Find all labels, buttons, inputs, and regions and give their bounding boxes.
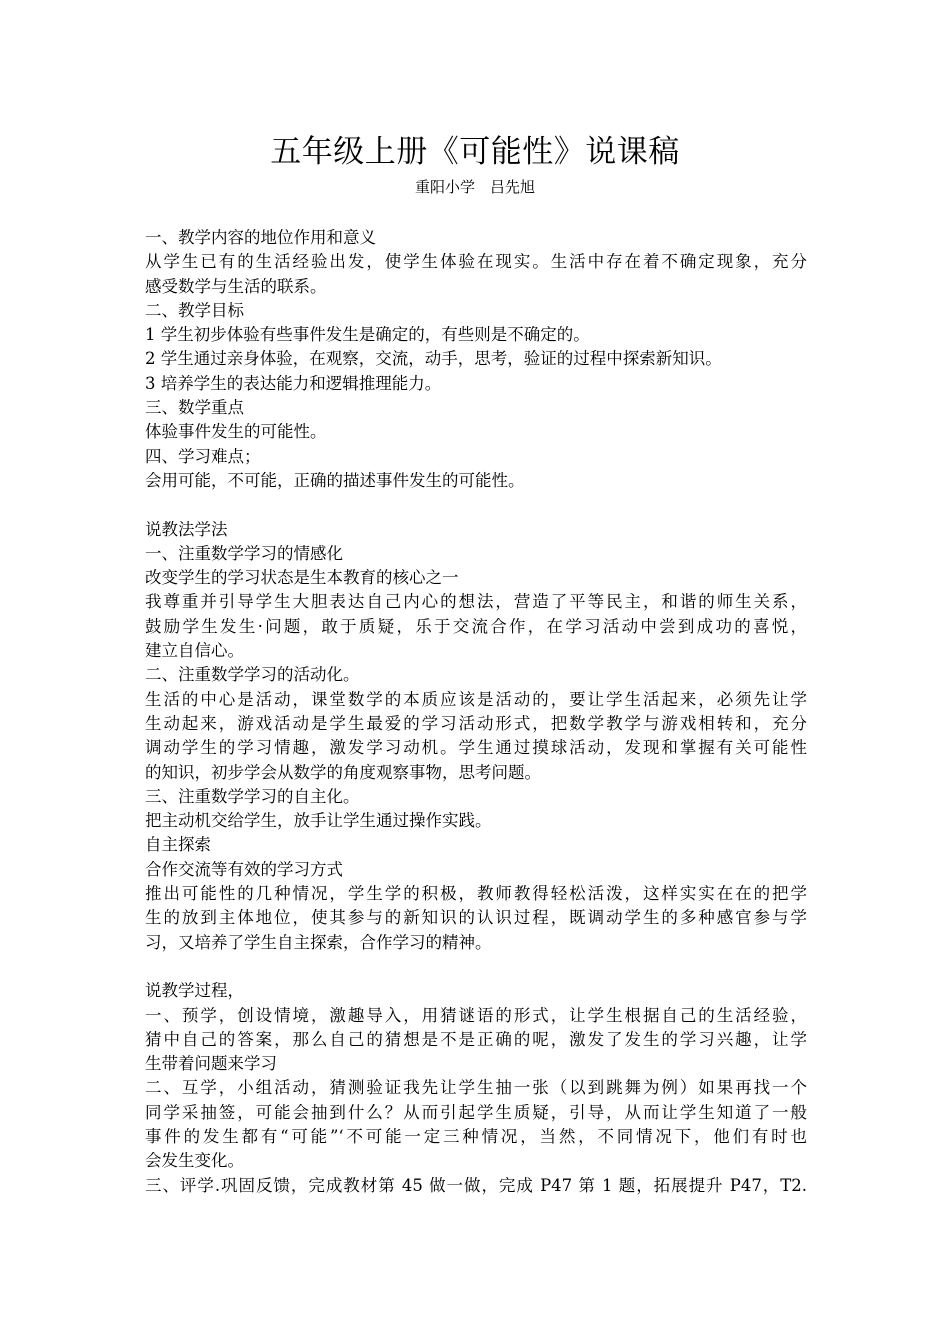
blank-line bbox=[145, 955, 807, 979]
text-line: 事件的发生都有“可能”‘不可能一定三种情况，当然，不同情况下，他们有时也 bbox=[145, 1126, 807, 1146]
text-line: 一、教学内容的地位作用和意义 bbox=[145, 228, 376, 247]
text-line: 建立自信心。 bbox=[145, 641, 244, 661]
text-line: 2 学生通过亲身体验，在观察，交流，动手，思考，验证的过程中探索新知识。 bbox=[145, 349, 722, 369]
text-line: 一、注重数学学习的情感化 bbox=[145, 543, 343, 563]
text-line: 三、数学重点 bbox=[145, 398, 244, 418]
text-line: 改变学生的学习状态是生本教育的核心之一 bbox=[145, 568, 459, 588]
text-line: 同学采抽签，可能会抽到什么？从而引起学生质疑，引导，从而让学生知道了一般 bbox=[145, 1102, 807, 1122]
text-line: 三、注重数学学习的自主化。 bbox=[145, 786, 360, 806]
text-line: 1 学生初步体验有些事件发生是确定的，有些则是不确定的。 bbox=[145, 325, 590, 345]
text-line: 体验事件发生的可能性。 bbox=[145, 422, 327, 442]
text-line: 生的放到主体地位，使其参与的新知识的认识过程，既调动学生的多种感官参与学 bbox=[145, 908, 807, 928]
text-line: 二、注重数学学习的活动化。 bbox=[145, 665, 360, 685]
text-line: 从学生已有的生活经验出发，使学生体验在现实。生活中存在着不确定现象，充分 bbox=[145, 252, 807, 272]
document-author: 重阳小学 吕先旭 bbox=[414, 178, 535, 196]
text-line: 生带着问题来学习 bbox=[145, 1054, 277, 1074]
text-line: 三、评学.巩固反馈，完成教材第 45 做一做，完成 P47 第 1 题，拓展提升 P47，T2. bbox=[145, 1175, 807, 1195]
text-line: 二、教学目标 bbox=[145, 300, 244, 320]
text-line: 鼓励学生发生·问题，敢于质疑，乐于交流合作，在学习活动中尝到成功的喜悦， bbox=[145, 616, 807, 636]
document-body bbox=[145, 226, 807, 1198]
text-line: 调动学生的学习情趣，激发学习动机。学生通过摸球活动，发现和掌握有关可能性 bbox=[145, 738, 807, 758]
text-line: 的知识，初步学会从数学的角度观察事物，思考问题。 bbox=[145, 762, 541, 782]
text-line: 推出可能性的几种情况，学生学的积极，教师教得轻松活泼，这样实实在在的把学 bbox=[145, 884, 807, 904]
text-line: 会用可能，不可能，正确的描述事件发生的可能性。 bbox=[145, 470, 525, 490]
text-line: 感受数学与生活的联系。 bbox=[145, 276, 327, 296]
text-line: 合作交流等有效的学习方式 bbox=[145, 859, 343, 879]
text-line: 说教学过程， bbox=[145, 981, 244, 1001]
text-line: 生活的中心是活动，课堂数学的本质应该是活动的，要让学生活起来，必须先让学 bbox=[145, 689, 807, 709]
text-line: 二、互学，小组活动，猜测验证我先让学生抽一张（以到跳舞为例）如果再找一个 bbox=[145, 1078, 807, 1098]
text-line: 习，又培养了学生自主探索，合作学习的精神。 bbox=[145, 932, 492, 952]
text-line: 生动起来，游戏活动是学生最爱的学习活动形式，把数学教学与游戏相转和，充分 bbox=[145, 713, 807, 733]
text-line: 我尊重并引导学生大胆表达自己内心的想法，营造了平等民主，和谐的师生关系， bbox=[145, 592, 807, 612]
text-line: 3 培养学生的表达能力和逻辑推理能力。 bbox=[145, 373, 442, 393]
text-line: 把主动机交给学生，放手让学生通过操作实践。 bbox=[145, 811, 492, 831]
text-line: 猜中自己的答案，那么自己的猜想是不是正确的呢，激发了发生的学习兴趣，让学 bbox=[145, 1029, 807, 1049]
blank-line bbox=[145, 493, 807, 517]
text-line: 会发生变化。 bbox=[145, 1151, 244, 1171]
document-title: 五年级上册《可能性》说课稿 bbox=[270, 134, 680, 170]
text-line: 自主探索 bbox=[145, 835, 211, 855]
text-line: 说教法学法 bbox=[145, 519, 228, 539]
text-line: 一、预学，创设情境，激趣导入，用猜谜语的形式，让学生根据自己的生活经验， bbox=[145, 1005, 807, 1025]
text-line: 四、学习难点； bbox=[145, 446, 261, 466]
